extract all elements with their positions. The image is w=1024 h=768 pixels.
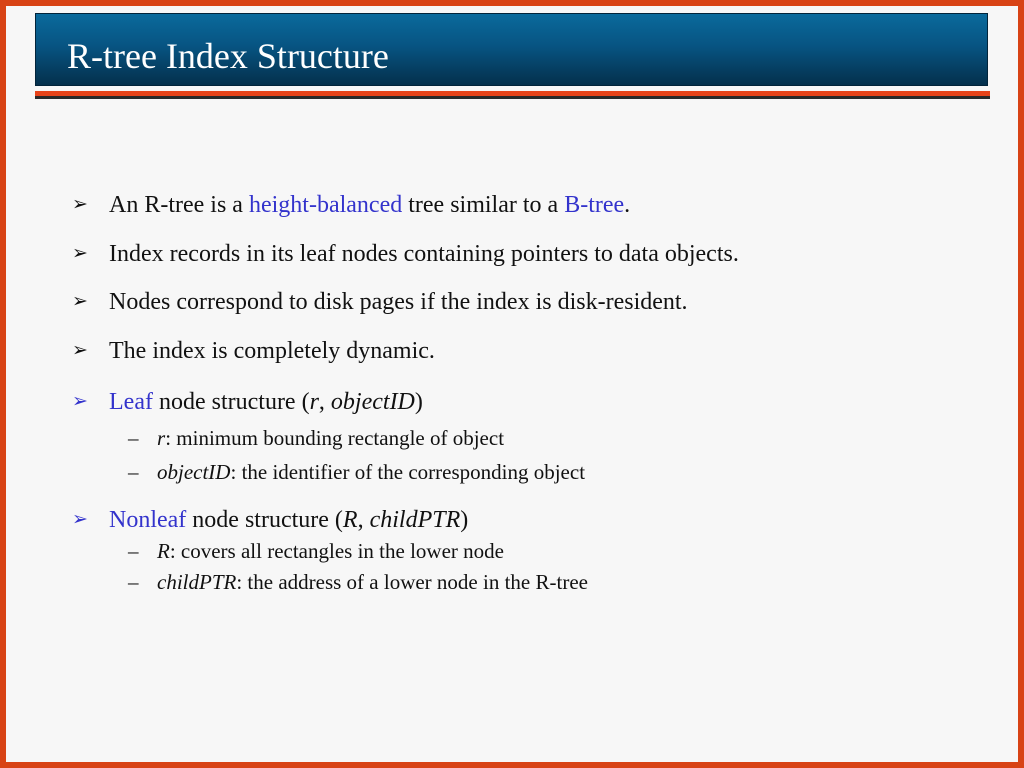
- italic-term: R: [157, 539, 170, 563]
- highlighted-term: B-tree: [564, 192, 625, 218]
- bullet-text-segment: node structure (: [152, 389, 310, 415]
- bullet-text: Nodes correspond to disk pages if the index is disk-resident.: [109, 289, 688, 315]
- bullet-text: [109, 390, 423, 414]
- bullet-text-segment: ): [414, 389, 423, 415]
- arrow-bullet-icon: ➢: [72, 242, 88, 264]
- sub-item-text: [157, 462, 585, 483]
- highlighted-term: Leaf: [109, 389, 153, 415]
- italic-term: r: [309, 389, 319, 415]
- bullet-text-segment: tree similar to a: [402, 192, 565, 218]
- bullet-text: Index records in its leaf nodes containing pointers to data objects.: [109, 241, 739, 267]
- arrow-bullet-icon: ➢: [72, 390, 88, 412]
- sub-item-description: : the address of a lower node in the R-tree: [236, 570, 588, 594]
- dash-bullet-icon: –: [128, 539, 139, 563]
- arrow-bullet-icon: ➢: [72, 193, 88, 215]
- bullet-text-segment: node structure (: [186, 507, 343, 533]
- dash-bullet-icon: –: [128, 426, 139, 450]
- bullet-text-segment: ): [460, 507, 469, 533]
- sub-item-description: : covers all rectangles in the lower node: [169, 539, 504, 563]
- italic-term: R: [342, 507, 358, 533]
- highlighted-term: height-balanced: [248, 192, 403, 218]
- title-bar: [35, 13, 988, 86]
- bullet-text-segment: ,: [357, 507, 370, 533]
- highlighted-term: Nonleaf: [109, 507, 187, 533]
- italic-term: objectID: [330, 389, 415, 415]
- sub-item-text: [157, 428, 504, 449]
- bullet-text-segment: An R-tree is a: [109, 192, 249, 218]
- bullet-text: [109, 508, 468, 532]
- dash-bullet-icon: –: [128, 460, 139, 484]
- bullet-text: [109, 193, 630, 217]
- sub-item-text: [157, 572, 588, 593]
- slide-title: R-tree Index Structure: [67, 36, 389, 76]
- arrow-bullet-icon: ➢: [72, 508, 88, 530]
- italic-term: childPTR: [157, 570, 237, 594]
- bullet-text-segment: ,: [318, 389, 331, 415]
- title-underline-shadow: [35, 96, 990, 99]
- arrow-bullet-icon: ➢: [72, 290, 88, 312]
- italic-term: objectID: [157, 460, 231, 484]
- italic-term: childPTR: [369, 507, 461, 533]
- italic-term: r: [157, 426, 166, 450]
- sub-item-description: : minimum bounding rectangle of object: [165, 426, 505, 450]
- sub-item-description: : the identifier of the corresponding object: [230, 460, 586, 484]
- dash-bullet-icon: –: [128, 570, 139, 594]
- arrow-bullet-icon: ➢: [72, 339, 88, 361]
- sub-item-text: [157, 541, 504, 562]
- bullet-text: The index is completely dynamic.: [109, 338, 435, 364]
- bullet-text-segment: .: [624, 192, 631, 218]
